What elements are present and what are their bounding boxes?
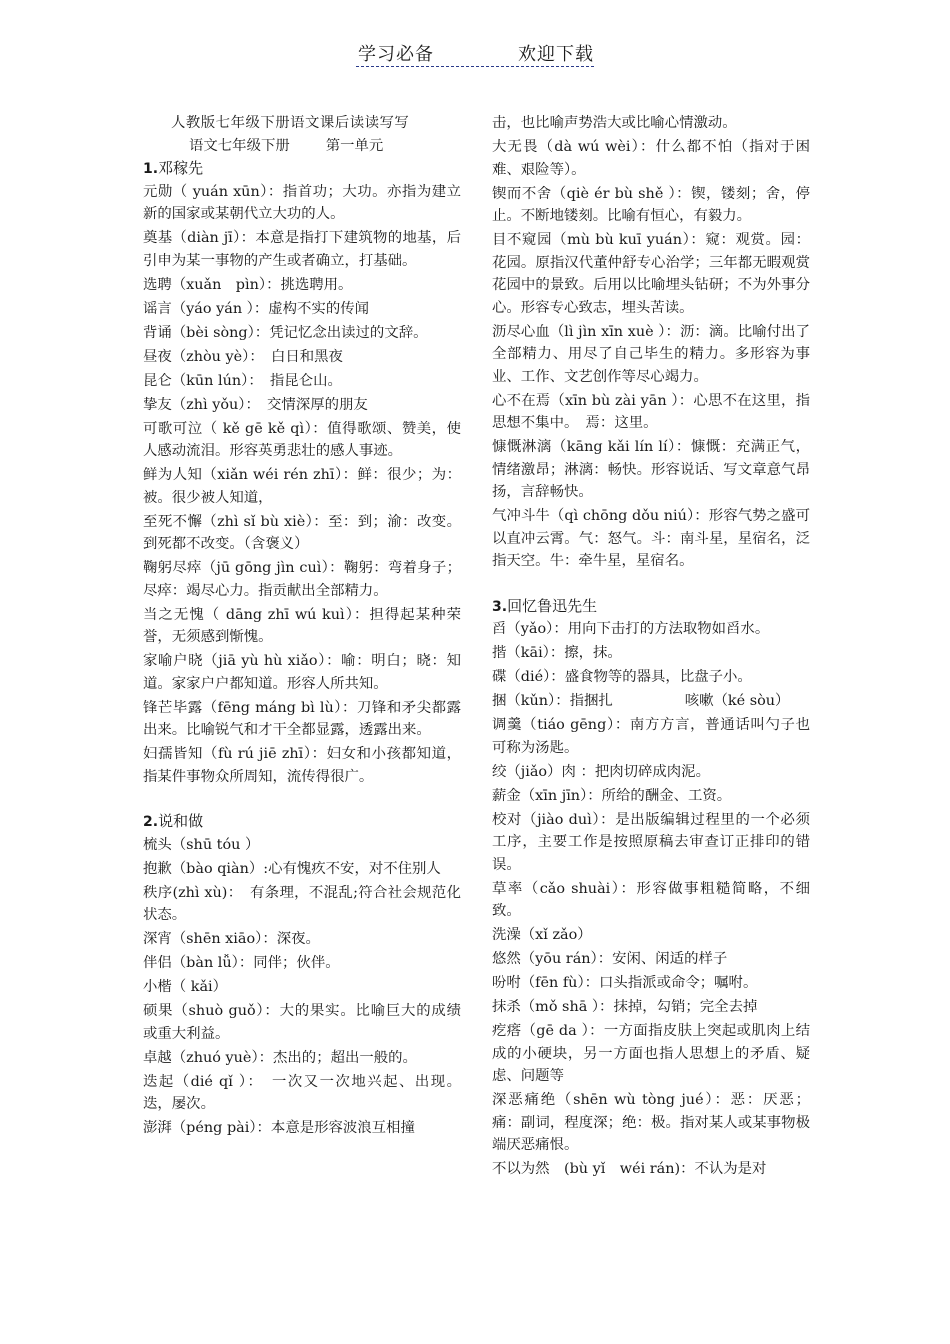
vocab-entry: 卓越（zhuó yuè）：杰出的；超出一般的。 [143, 1049, 417, 1066]
vocab-entry: 鞠躬尽瘁（jū gōng jìn cuì）：鞠躬：弯着身子；尽瘁：竭尽心力。指贡献出全部精力。 [143, 560, 461, 599]
vocab-entry: 捆（kǔn）：指捆扎 咳嗽（ké sòu） [492, 693, 790, 709]
vocab-entry: 洗澡（xǐ zǎo） [492, 927, 592, 943]
page-header [356, 38, 594, 67]
vocab-entry: 校对（jiào duì）：是出版编辑过程里的一个必须工序，主要工作是按照原稿去审查订正排印的错误。 [492, 811, 810, 873]
entry-list [143, 834, 461, 1140]
vocab-entry: 大无畏（dà wú wèi）：什么都不怕（指对于困难、艰险等）。 [492, 139, 810, 178]
section-name: 说和做 [158, 812, 204, 830]
header-right-text: 欢迎下载 [518, 44, 594, 65]
document-title: 人教版七年级下册语文课后读读写写 [171, 115, 410, 131]
vocab-entry: 小楷（ kǎi） [143, 979, 228, 995]
vocab-entry: 鲜为人知（xiǎn wéi rén zhī）：鲜：很少；为：被。很少被人知道， [143, 467, 461, 506]
vocab-entry: 碟（dié）：盛食物等的器具，比盘子小。 [492, 669, 752, 685]
section-heading [492, 595, 810, 619]
left-column [143, 112, 461, 1141]
vocab-entry: 调羹（tiáo gēng）：南方方言，普通话叫勺子也可称为汤匙。 [492, 717, 810, 756]
vocab-entry: 选聘（xuǎn pìn）：挑选聘用。 [143, 276, 353, 293]
section-name: 邓稼先 [158, 159, 204, 177]
vocab-entry: 深恶痛绝（shēn wù tòng jué）：恶：厌恶；痛：副词，程度深；绝：极。指对某人或某事物极端厌恶痛恨。 [492, 1092, 810, 1153]
vocab-entry: 击，也比喻声势浩大或比喻心情激动。 [492, 115, 737, 131]
section-number: 2. [143, 814, 159, 830]
vocab-entry: 昼夜（zhòu yè）： 白日和黑夜 [143, 348, 343, 365]
section-number: 3. [492, 598, 508, 615]
vocab-entry: 目不窥园（mù bù kuī yuán）：窥：观赏。园：花园。原指汉代董仲舒专心治学；三年都无暇观赏花园中的景致。后用以比喻埋头钻研；不为外事分心。形容专心致志，埋头苦读。 [492, 232, 810, 316]
vocab-entry: 悠然（yōu rán）：安闲、闲适的样子 [492, 951, 728, 967]
section-heading [143, 157, 461, 181]
vocab-entry: 吩咐（fēn fù）：口头指派或命令；嘱咐。 [492, 975, 758, 991]
vocab-entry: 梳头（shū tóu ） [143, 836, 260, 853]
vocab-entry: 气冲斗牛（qì chōng dǒu niú）：形容气势之盛可以直冲云霄。气：怒气。斗：南斗星，星宿名，泛指天空。牛：牵牛星，星宿名。 [492, 508, 810, 569]
entry-list [492, 112, 810, 573]
section-heading [143, 810, 461, 834]
vocab-entry: 秩序(zhì xù)： 有条理，不混乱;符合社会规范化状态。 [143, 884, 461, 923]
subtitle-unit: 第一单元 [325, 137, 384, 154]
vocab-entry: 抹杀（mǒ shā ）：抹掉，勾销；完全去掉 [492, 999, 758, 1015]
vocab-entry: 心不在焉（xīn bù zài yān ）：心思不在这里，指思想不集中。 焉：这里。 [492, 392, 810, 431]
vocab-entry: 草率（cǎo shuài）：形容做事粗糙简略，不细致。 [492, 880, 810, 919]
vocab-entry: 当之无愧（ dāng zhī wú kuì）：担得起某种荣誉，无须感到惭愧。 [143, 606, 461, 645]
vocab-entry: 硕果（shuò guǒ）：大的果实。比喻巨大的成绩或重大利益。 [143, 1003, 461, 1042]
vocab-entry: 至死不懈（zhì sǐ bù xiè）：至：到；渝：改变。到死都不改变。（含褒义） [143, 513, 461, 552]
vocab-entry: 抱歉（bào qiàn）:心有愧疚不安，对不住别人 [143, 860, 441, 877]
vocab-entry: 元勋（ yuán xūn）：指首功；大功。亦指为建立新的国家或某朝代立大功的人。 [143, 183, 461, 222]
vocab-entry: 薪金（xīn jīn）：所给的酬金、工资。 [492, 787, 732, 804]
entry-list [143, 181, 461, 789]
section-number: 1. [143, 161, 159, 177]
section-name: 回忆鲁迅先生 [507, 596, 598, 615]
right-column [492, 112, 810, 1182]
vocab-entry: 舀（yǎo）：用向下击打的方法取物如舀水。 [492, 621, 770, 637]
entry-list [492, 618, 810, 1181]
vocab-entry: 锲而不舍（qiè ér bù shě ）：锲，镂刻；舍，停止。不断地镂刻。比喻有恒心，有毅力。 [492, 185, 810, 224]
subtitle-book: 语文七年级下册 [189, 137, 290, 154]
vocab-entry: 挚友（zhì yǒu）： 交情深厚的朋友 [143, 396, 368, 413]
vocab-entry: 背诵（bèi sòng）：凭记忆念出读过的文辞。 [143, 324, 428, 341]
vocab-entry: 慷慨淋漓（kāng kǎi lín lí）：慷慨：充满正气，情绪激昂；淋漓：畅快。形容说话、写文章意气昂扬，言辞畅快。 [492, 439, 810, 500]
vocab-entry: 揩（kāi）：擦，抹。 [492, 645, 622, 661]
vocab-entry: 绞（jiǎo）肉 ：把肉切碎成肉泥。 [492, 763, 710, 780]
vocab-entry: 澎湃（péng pài）：本意是形容波浪互相撞 [143, 1120, 415, 1136]
vocab-entry: 昆仑（kūn lún）： 指昆仑山。 [143, 372, 342, 389]
vocab-entry: 家喻户晓（jiā yù hù xiǎo）：喻：明白；晓：知道。家家户户都知道。形容人所共知。 [143, 653, 461, 692]
vocab-entry: 谣言（yáo yán ）：虚构不实的传闻 [143, 300, 369, 317]
vocab-entry: 妇孺皆知（fù rú jiē zhī）：妇女和小孩都知道，指某件事物众所周知，流传得很广。 [143, 746, 461, 785]
vocab-entry: 沥尽心血（lì jìn xīn xuè ）：沥：滴。比喻付出了全部精力、用尽了自己毕生的精力。多形容为事业、工作、文艺创作等尽心竭力。 [492, 323, 810, 385]
vocab-entry: 疙瘩（gē da ）：一方面指皮肤上突起或肌肉上结成的小硬块，另一方面也指人思想上的矛盾、疑虑、问题等 [492, 1023, 810, 1084]
vocab-entry: 深宵（shēn xiāo）：深夜。 [143, 931, 320, 947]
vocab-entry: 奠基（diàn jī）：本意是指打下建筑物的地基，后引申为某一事物的产生或者确立，打基础。 [143, 230, 461, 269]
vocab-entry: 可歌可泣（ kě gē kě qì）：值得歌颂、赞美，使人感动流泪。形容英勇悲壮的感人事迹。 [143, 420, 461, 459]
document-subtitle [143, 135, 461, 158]
vocab-entry: 迭起（dié qǐ ）： 一次又一次地兴起、出现。迭，屡次。 [143, 1073, 461, 1112]
vocab-entry: 锋芒毕露（fēng máng bì lù）：刀锋和矛尖都露出来。比喻锐气和才干全都显露，透露出来。 [143, 699, 461, 738]
vocab-entry: 伴侣（bàn lǚ）：同伴；伙伴。 [143, 955, 340, 971]
header-left-text: 学习必备 [358, 44, 434, 65]
vocab-entry: 不以为然 (bù yǐ wéi rán)：不认为是对 [492, 1161, 767, 1177]
